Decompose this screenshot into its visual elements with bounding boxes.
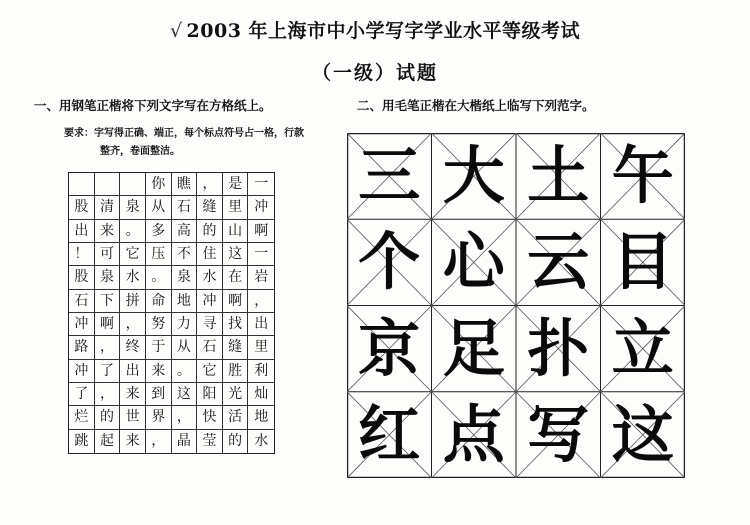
grid-cell: 路 [69,336,95,359]
grid-cell: 力 [172,313,198,336]
grid-cell: 地 [248,406,274,429]
grid-cell: 灿 [248,383,274,406]
grid-cell: ， [197,173,223,196]
grid-cell: 冲 [248,196,274,219]
model-character: 立 [611,311,674,385]
grid-cell: 找 [223,313,249,336]
grid-cell: ， [146,430,172,453]
grid-cell: 出 [69,220,95,243]
grid-cell: 阳 [197,383,223,406]
grid-cell: 终 [120,336,146,359]
grid-cell: 你 [146,173,172,196]
model-character: 心 [442,225,505,299]
grid-cell: ， [248,290,274,313]
grid-cell: 来 [95,220,121,243]
model-character: 足 [442,311,505,385]
writing-grid [68,172,275,454]
grid-cell: 股 [69,196,95,219]
grid-cell: 从 [146,196,172,219]
grid-cell: 起 [95,430,121,453]
model-character: 个 [358,225,421,299]
section2-heading: 二、用毛笔正楷在大楷纸上临写下列范字。 [357,98,595,113]
grid-cell: 水 [254,433,269,450]
grid-cell: 努 [146,313,172,336]
grid-cell: 住 [197,243,223,266]
grid-cell: 缝 [223,336,249,359]
grid-cell: 拼 [120,290,146,313]
grid-cell: 多 [146,220,172,243]
grid-cell: 地 [172,290,198,313]
grid-cell: 瞧 [172,173,198,196]
exam-subtitle: （一级）试题 [311,62,438,84]
grid-cell: 晶 [172,430,198,453]
model-character: 写 [527,397,590,471]
grid-cell: 它 [197,360,223,383]
model-character: 点 [442,397,505,471]
grid-cell: 水 [120,266,146,289]
grid-cell [95,173,121,196]
grid-cell: 利 [248,360,274,383]
grid-cell: 石 [197,336,223,359]
section1-heading: 一、用钢笔正楷将下列文字写在方格纸上。 [34,98,272,113]
grid-cell [120,173,146,196]
grid-cell: 缝 [197,196,223,219]
grid-cell: 水 [197,266,223,289]
calligraphy-grid [347,133,685,478]
grid-cell: 胜 [223,360,249,383]
grid-cell: ， [95,383,121,406]
grid-cell: 界 [146,406,172,429]
grid-cell: 快 [197,406,223,429]
model-character: 午 [611,139,674,213]
grid-cell: 于 [146,336,172,359]
grid-cell: 泉 [172,266,198,289]
grid-cell: 冲 [69,360,95,383]
exam-title-text: 2003 年上海市中小学写字学业水平等级考试 [186,20,581,42]
grid-cell: 下 [95,290,121,313]
grid-cell: 。 [120,220,146,243]
grid-cell: 活 [223,406,249,429]
model-character: 这 [611,397,674,471]
grid-cell: 里 [248,336,274,359]
grid-cell: 了 [95,360,121,383]
model-character: 京 [358,311,421,385]
grid-cell: 压 [146,243,172,266]
grid-cell: 莹 [197,430,223,453]
grid-cell: 冲 [69,313,95,336]
grid-cell: 的 [223,430,249,453]
check-mark: √ [169,20,183,42]
grid-cell: ， [172,406,198,429]
grid-cell: 啊 [223,290,249,313]
grid-cell: 山 [223,220,249,243]
exam-title [0,16,750,43]
grid-cell: 的 [95,406,121,429]
model-character: 红 [358,397,421,471]
grid-cell: 在 [223,266,249,289]
grid-cell: 寻 [197,313,223,336]
grid-cell: 一 [248,173,274,196]
grid-cell: 从 [172,336,198,359]
model-character: 土 [527,139,590,213]
section1-requirements [64,125,344,161]
grid-cell: 跳 [69,430,95,453]
grid-cell: 里 [223,196,249,219]
grid-cell: 这 [172,383,198,406]
model-character: 云 [527,225,590,299]
grid-cell: 。 [172,360,198,383]
grid-cell: 光 [223,383,249,406]
model-character: 扑 [527,311,590,385]
grid-cell: 股 [69,266,95,289]
grid-cell: ！ [69,243,95,266]
requirement-line-1: 要求：字写得正确、端正，每个标点符号占一格，行款 [64,128,304,139]
grid-cell: 不 [172,243,198,266]
requirement-line-2: 整齐，卷面整洁。 [100,146,180,157]
grid-cell: 冲 [197,290,223,313]
grid-cell: 来 [120,430,146,453]
grid-cell: 出 [120,360,146,383]
grid-cell: 可 [95,243,121,266]
grid-cell: ， [120,313,146,336]
grid-cell: 泉 [120,196,146,219]
grid-cell: 是 [223,173,249,196]
grid-cell [69,173,95,196]
grid-cell: 石 [172,196,198,219]
grid-cell: 泉 [95,266,121,289]
grid-cell: 这 [223,243,249,266]
grid-cell: 的 [197,220,223,243]
grid-cell: 清 [95,196,121,219]
grid-cell: 一 [248,243,274,266]
grid-cell: ， [95,336,121,359]
grid-cell: 啊 [95,313,121,336]
model-character: 目 [611,225,674,299]
grid-cell: 石 [69,290,95,313]
model-character: 大 [442,139,505,213]
grid-cell: 烂 [69,406,95,429]
grid-cell: 世 [120,406,146,429]
grid-cell: 岩 [248,266,274,289]
grid-cell: 命 [146,290,172,313]
grid-cell: 它 [120,243,146,266]
model-character: 三 [358,139,421,213]
grid-cell: 高 [172,220,198,243]
grid-cell: 来 [146,360,172,383]
grid-cell: 来 [120,383,146,406]
grid-cell: 。 [146,266,172,289]
grid-cell: 出 [248,313,274,336]
grid-cell: 啊 [248,220,274,243]
grid-cell: 到 [146,383,172,406]
grid-cell: 了 [69,383,95,406]
